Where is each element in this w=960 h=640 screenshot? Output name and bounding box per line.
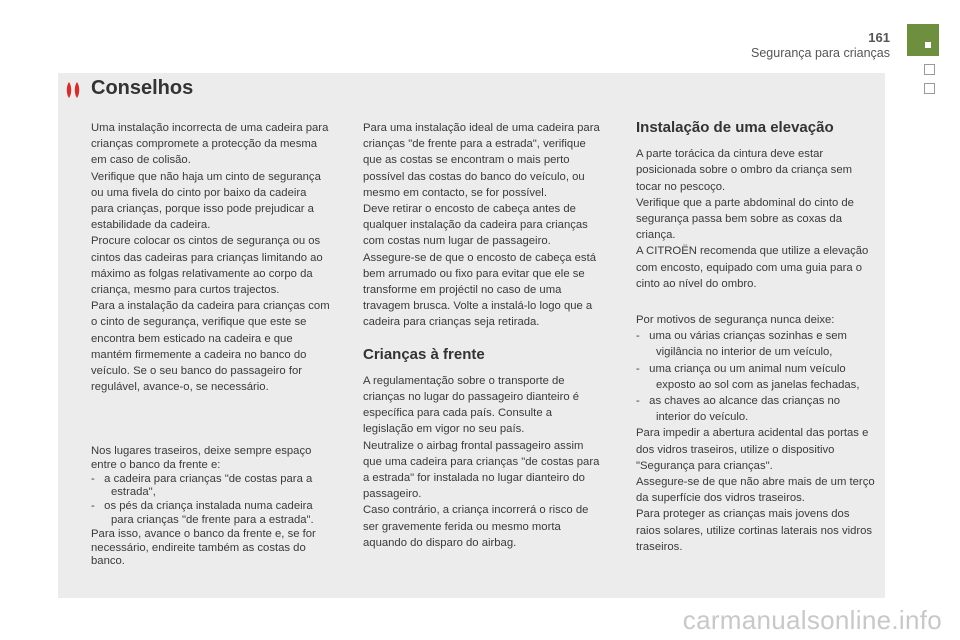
paragraph: Por motivos de segurança nunca deixe:: [636, 314, 835, 327]
paragraph: Para isso, avance o banco da frente e, se for necessário, endireite também as costas do banco.: [91, 527, 316, 568]
heading-children-front: Crianças à frente: [363, 345, 485, 363]
tab-marker: [925, 42, 931, 48]
paragraph: Para a instalação da cadeira para crianças com o cinto de segurança, verifique que este se encontra bem esticado na cadeira e que mantém firmemente a cadeira no banco do veículo. Se o seu banco do passageiro for regulável, avance-o, se necessário.: [91, 300, 330, 394]
paragraph: Nos lugares traseiros, deixe sempre espaço entre o banco da frente e:: [91, 445, 312, 471]
paragraph: A CITROËN recomenda que utilize a elevação com encosto, equipado com uma guia para o cinto ao nível do ombro.: [636, 245, 869, 290]
paragraph: Verifique que a parte abdominal do cinto de segurança passa bem sobre as coxas da criança.: [636, 196, 854, 242]
rear-seats-block: [91, 445, 331, 569]
panel-title: Conselhos: [91, 77, 194, 99]
list-item: - uma ou várias crianças sozinhas e sem vigilância no interior de um veículo,: [636, 330, 847, 359]
chapter-tab: [907, 24, 939, 56]
paragraph: Para proteger as crianças mais jovens dos raios solares, utilize cortinas laterais nos vidros traseiros.: [636, 508, 873, 553]
paragraph: A regulamentação sobre o transporte de crianças no lugar do passageiro dianteiro é específica para cada país. Consulte a legislação em vigor no seu país.: [363, 374, 580, 436]
page-number: 161: [868, 30, 890, 45]
paragraph: Para uma instalação ideal de uma cadeira para crianças "de frente para a estrada", verifique que as costas se encontram o mais perto possível das costas do banco do veículo, ou mesmo em contacto, se for possível.: [363, 122, 600, 199]
list-item: - os pés da criança instalada numa cadeira para crianças "de frente para a estrada".: [91, 500, 314, 526]
watermark: carmanualsonline.info: [682, 605, 942, 635]
list-item: - as chaves ao alcance das crianças no interior do veículo.: [636, 395, 841, 424]
column-left: [91, 120, 331, 568]
heading-booster-installation: Instalação de uma elevação: [636, 119, 834, 136]
paragraph: Neutralize o airbag frontal passageiro assim que uma cadeira para crianças "de costas para a estrada" for instalada no lugar dianteiro do passageiro.: [363, 439, 600, 501]
list-item: - a cadeira para crianças "de costas para a estrada",: [91, 472, 313, 499]
column-right: [636, 120, 876, 555]
paragraph: Assegure-se de que o encosto de cabeça está bem arrumado ou fixo para evitar que ele se transforme em projéctil no caso de uma travagem brusca. Volte a instalá-lo logo que a cadeira para crianças seja retirada.: [363, 251, 596, 329]
paragraph: Deve retirar o encosto de cabeça antes de qualquer instalação da cadeira para crianças com costas num lugar de passageiro.: [363, 203, 588, 248]
paragraph: Uma instalação incorrecta de uma cadeira para crianças compromete a protecção da mesma em caso de colisão.: [91, 122, 329, 167]
section-title: Segurança para crianças: [751, 46, 890, 60]
column-middle: [363, 120, 603, 551]
nav-square-2: [924, 83, 935, 94]
nav-square-1: [924, 64, 935, 75]
paragraph: Verifique que não haja um cinto de segurança ou uma fivela do cinto por baixo da cadeira para crianças, porque isso pode prejudicar a estabilidade da cadeira.: [91, 170, 321, 232]
paragraph: Procure colocar os cintos de segurança ou os cintos das cadeiras para crianças limitando ao máximo as folgas relativamente ao corpo da criança, mesmo para curtos trajectos.: [91, 235, 323, 297]
paragraph: A parte torácica da cintura deve estar posicionada sobre o ombro da criança sem tocar no pescoço.: [636, 148, 853, 193]
safety-block: [636, 312, 876, 555]
list-item: - uma criança ou um animal num veículo exposto ao sol com as janelas fechadas,: [636, 362, 860, 391]
paragraph: Caso contrário, a criança incorrerá o risco de ser gravemente ferida ou mesmo morta aquando do disparo do airbag.: [363, 504, 589, 549]
paragraph: Para impedir a abertura acidental das portas e dos vidros traseiros, utilize o dispositivo "Segurança para crianças".: [636, 427, 869, 472]
paragraph: Assegure-se de que não abre mais de um terço da superfície dos vidros traseiros.: [636, 476, 875, 505]
warning-icon: [66, 80, 86, 100]
